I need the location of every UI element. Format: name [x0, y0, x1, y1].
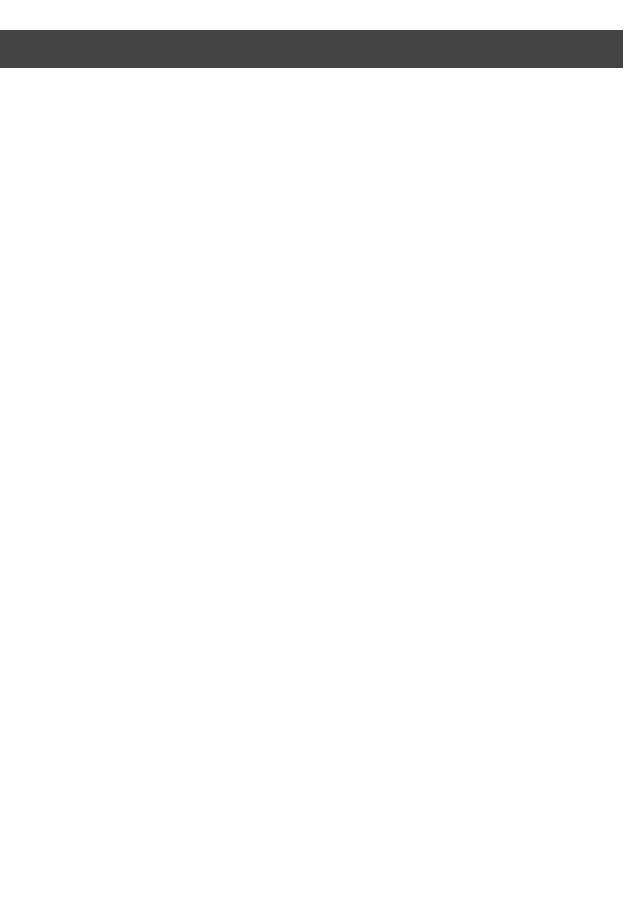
table-row	[500, 31, 514, 68]
table-row	[323, 31, 337, 68]
table-cell	[310, 67, 324, 68]
table-row	[405, 31, 419, 68]
table-row	[120, 31, 134, 68]
table-row	[419, 31, 433, 68]
table-row	[527, 31, 541, 68]
table-cell	[255, 67, 269, 68]
table-row	[0, 31, 11, 68]
table-row	[432, 31, 446, 68]
table-cell	[595, 67, 609, 68]
table-cell	[323, 67, 337, 68]
table-row	[283, 31, 297, 68]
table-cell	[296, 67, 310, 68]
table-cell	[147, 67, 161, 68]
table-cell	[432, 67, 446, 68]
table-row	[92, 31, 106, 68]
table-cell	[487, 67, 501, 68]
table-cell	[527, 67, 541, 68]
table-row	[174, 31, 188, 68]
table-cell	[65, 67, 79, 68]
table-cell	[38, 67, 52, 68]
table-row	[106, 31, 120, 68]
table-row	[160, 31, 174, 68]
table-header-row	[609, 31, 623, 68]
table-row	[215, 31, 229, 68]
table-cell	[405, 67, 419, 68]
table-cell	[79, 67, 93, 68]
table-cell	[120, 67, 134, 68]
table-row	[310, 31, 324, 68]
table-cell	[473, 67, 487, 68]
table-row	[52, 31, 66, 68]
table-row	[582, 31, 596, 68]
table-row	[65, 31, 79, 68]
table-row	[473, 31, 487, 68]
table-row	[555, 31, 569, 68]
table-row	[446, 31, 460, 68]
table-cell	[419, 67, 433, 68]
table-cell	[351, 67, 365, 68]
table-row	[459, 31, 473, 68]
table-row	[201, 31, 215, 68]
table-cell	[133, 67, 147, 68]
table-cell	[568, 67, 582, 68]
table-row	[364, 31, 378, 68]
table-row	[391, 31, 405, 68]
table-cell	[0, 67, 11, 68]
table-row	[514, 31, 528, 68]
table-row	[337, 31, 351, 68]
table-body	[0, 31, 623, 68]
table-row	[133, 31, 147, 68]
table-cell	[446, 67, 460, 68]
table-cell	[364, 67, 378, 68]
table-row	[568, 31, 582, 68]
table-cell	[337, 67, 351, 68]
table-cell	[242, 67, 256, 68]
table-row	[24, 31, 38, 68]
table-row	[38, 31, 52, 68]
table-row	[255, 31, 269, 68]
table-cell	[541, 67, 555, 68]
table-row	[595, 31, 609, 68]
table-cell	[391, 67, 405, 68]
table-row	[296, 31, 310, 68]
table-row	[242, 31, 256, 68]
table-row	[487, 31, 501, 68]
rotated-table-wrapper	[0, 30, 623, 68]
data-table	[0, 30, 623, 68]
table-cell	[378, 67, 392, 68]
table-cell	[174, 67, 188, 68]
table-cell	[52, 67, 66, 68]
table-cell	[201, 67, 215, 68]
table-row	[269, 31, 283, 68]
table-cell	[500, 67, 514, 68]
table-row	[228, 31, 242, 68]
table-cell	[555, 67, 569, 68]
table-cell	[514, 67, 528, 68]
table-cell	[188, 67, 202, 68]
table-row	[188, 31, 202, 68]
table-row	[79, 31, 93, 68]
table-cell	[228, 67, 242, 68]
table-cell	[269, 67, 283, 68]
table-cell	[215, 67, 229, 68]
table-row	[378, 31, 392, 68]
table-row	[11, 31, 25, 68]
table-cell	[283, 67, 297, 68]
table-row	[351, 31, 365, 68]
table-header-cell	[609, 67, 623, 68]
table-cell	[160, 67, 174, 68]
table-cell	[582, 67, 596, 68]
table-row	[541, 31, 555, 68]
table-cell	[106, 67, 120, 68]
table-row	[147, 31, 161, 68]
table-cell	[24, 67, 38, 68]
table-cell	[92, 67, 106, 68]
table-cell	[459, 67, 473, 68]
table-cell	[11, 67, 25, 68]
